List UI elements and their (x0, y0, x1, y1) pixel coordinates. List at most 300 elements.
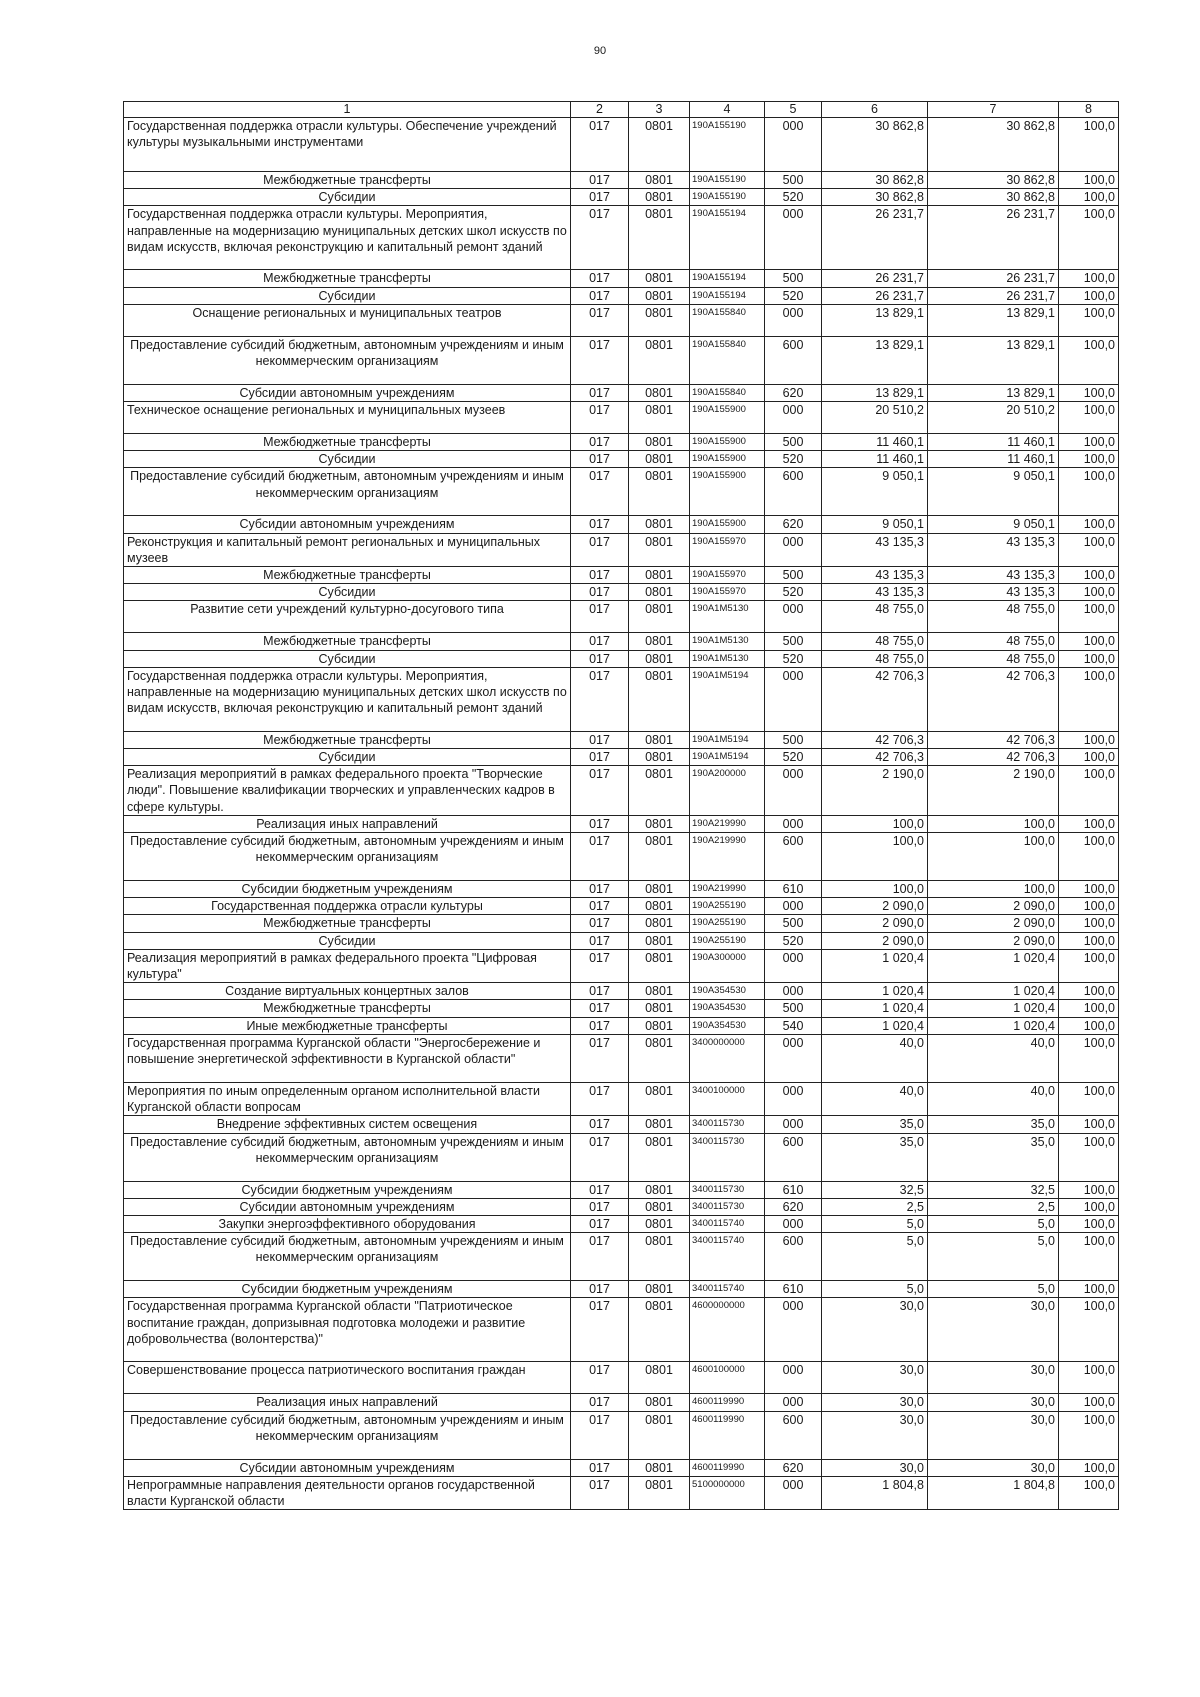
row-section: 0801 (629, 749, 690, 766)
row-name: Оснащение региональных и муниципальных театров (124, 304, 571, 336)
table-row (124, 468, 1119, 516)
row-target-code: 190A1M5130 (690, 601, 765, 633)
row-executed: 2 090,0 (928, 898, 1059, 915)
row-executed: 26 231,7 (928, 287, 1059, 304)
row-name: Предоставление субсидий бюджетным, автономным учреждениям и иным некоммерческим организациям (124, 833, 571, 881)
row-percent: 100,0 (1059, 633, 1119, 650)
row-name: Субсидии (124, 189, 571, 206)
row-name: Закупки энергоэффективного оборудования (124, 1215, 571, 1232)
row-target-code: 3400115730 (690, 1198, 765, 1215)
row-chapter: 017 (571, 881, 629, 898)
row-name: Межбюджетные трансферты (124, 172, 571, 189)
row-planned: 30,0 (822, 1459, 928, 1476)
row-expense-type: 610 (765, 1281, 822, 1298)
row-target-code: 190A155840 (690, 304, 765, 336)
row-expense-type: 500 (765, 915, 822, 932)
row-chapter: 017 (571, 1116, 629, 1133)
row-percent: 100,0 (1059, 915, 1119, 932)
row-chapter: 017 (571, 731, 629, 748)
row-name: Внедрение эффективных систем освещения (124, 1116, 571, 1133)
row-chapter: 017 (571, 1476, 629, 1509)
row-target-code: 190A1M5130 (690, 633, 765, 650)
row-expense-type: 520 (765, 451, 822, 468)
row-chapter: 017 (571, 189, 629, 206)
row-section: 0801 (629, 601, 690, 633)
row-executed: 35,0 (928, 1133, 1059, 1181)
table-row (124, 915, 1119, 932)
row-executed: 5,0 (928, 1215, 1059, 1232)
row-name: Межбюджетные трансферты (124, 434, 571, 451)
row-expense-type: 600 (765, 1233, 822, 1281)
row-expense-type: 620 (765, 1198, 822, 1215)
row-chapter: 017 (571, 1000, 629, 1017)
row-section: 0801 (629, 468, 690, 516)
row-planned: 100,0 (822, 815, 928, 832)
row-expense-type: 000 (765, 118, 822, 172)
table-row (124, 1476, 1119, 1509)
row-expense-type: 500 (765, 434, 822, 451)
row-target-code: 4600119990 (690, 1411, 765, 1459)
row-chapter: 017 (571, 304, 629, 336)
row-expense-type: 000 (765, 1476, 822, 1509)
row-section: 0801 (629, 1394, 690, 1411)
row-percent: 100,0 (1059, 567, 1119, 584)
row-chapter: 017 (571, 434, 629, 451)
row-target-code: 190A300000 (690, 949, 765, 982)
table-row (124, 336, 1119, 384)
row-executed: 2 090,0 (928, 915, 1059, 932)
row-expense-type: 000 (765, 304, 822, 336)
row-planned: 100,0 (822, 833, 928, 881)
row-percent: 100,0 (1059, 434, 1119, 451)
row-target-code: 190A155840 (690, 336, 765, 384)
row-percent: 100,0 (1059, 650, 1119, 667)
row-target-code: 190A200000 (690, 766, 765, 816)
row-percent: 100,0 (1059, 402, 1119, 434)
row-section: 0801 (629, 983, 690, 1000)
table-row (124, 1034, 1119, 1082)
row-executed: 20 510,2 (928, 402, 1059, 434)
row-chapter: 017 (571, 983, 629, 1000)
row-chapter: 017 (571, 384, 629, 401)
row-executed: 9 050,1 (928, 468, 1059, 516)
row-executed: 11 460,1 (928, 451, 1059, 468)
row-section: 0801 (629, 1281, 690, 1298)
row-section: 0801 (629, 766, 690, 816)
table-row (124, 983, 1119, 1000)
row-percent: 100,0 (1059, 1411, 1119, 1459)
row-section: 0801 (629, 1298, 690, 1362)
table-row (124, 1116, 1119, 1133)
row-name: Межбюджетные трансферты (124, 270, 571, 287)
row-target-code: 4600119990 (690, 1394, 765, 1411)
row-expense-type: 620 (765, 516, 822, 533)
row-percent: 100,0 (1059, 1181, 1119, 1198)
table-row (124, 1362, 1119, 1394)
row-planned: 20 510,2 (822, 402, 928, 434)
row-name: Субсидии автономным учреждениям (124, 516, 571, 533)
row-percent: 100,0 (1059, 1000, 1119, 1017)
table-row (124, 1215, 1119, 1232)
row-target-code: 3400100000 (690, 1082, 765, 1115)
row-section: 0801 (629, 633, 690, 650)
table-row (124, 815, 1119, 832)
row-planned: 26 231,7 (822, 206, 928, 270)
row-percent: 100,0 (1059, 118, 1119, 172)
row-target-code: 190A1M5194 (690, 667, 765, 731)
table-row (124, 567, 1119, 584)
row-expense-type: 000 (765, 949, 822, 982)
row-executed: 35,0 (928, 1116, 1059, 1133)
row-expense-type: 620 (765, 1459, 822, 1476)
table-row (124, 650, 1119, 667)
row-percent: 100,0 (1059, 898, 1119, 915)
row-name: Субсидии (124, 287, 571, 304)
header-row (124, 102, 1119, 118)
row-planned: 2 090,0 (822, 915, 928, 932)
row-percent: 100,0 (1059, 1298, 1119, 1362)
row-chapter: 017 (571, 1233, 629, 1281)
row-percent: 100,0 (1059, 1362, 1119, 1394)
row-chapter: 017 (571, 584, 629, 601)
row-percent: 100,0 (1059, 1116, 1119, 1133)
row-expense-type: 000 (765, 815, 822, 832)
table-row (124, 516, 1119, 533)
row-executed: 30,0 (928, 1411, 1059, 1459)
row-executed: 11 460,1 (928, 434, 1059, 451)
row-planned: 5,0 (822, 1215, 928, 1232)
row-expense-type: 000 (765, 601, 822, 633)
row-expense-type: 000 (765, 1298, 822, 1362)
row-target-code: 4600119990 (690, 1459, 765, 1476)
row-name: Государственная поддержка отрасли культуры. Мероприятия, направленные на модернизацию муниципальных детских школ искусств по видам искусств, включая реконструкцию и капитальный ремонт зданий (124, 206, 571, 270)
row-chapter: 017 (571, 1133, 629, 1181)
row-target-code: 190A155970 (690, 584, 765, 601)
table-row (124, 172, 1119, 189)
row-chapter: 017 (571, 1181, 629, 1198)
row-executed: 48 755,0 (928, 650, 1059, 667)
row-target-code: 3400000000 (690, 1034, 765, 1082)
row-section: 0801 (629, 1362, 690, 1394)
row-percent: 100,0 (1059, 932, 1119, 949)
row-planned: 35,0 (822, 1133, 928, 1181)
row-executed: 13 829,1 (928, 304, 1059, 336)
row-name: Субсидии (124, 451, 571, 468)
table-row (124, 749, 1119, 766)
row-target-code: 190A219990 (690, 833, 765, 881)
row-target-code: 3400115740 (690, 1233, 765, 1281)
row-planned: 9 050,1 (822, 468, 928, 516)
table-row (124, 766, 1119, 816)
row-target-code: 3400115740 (690, 1281, 765, 1298)
row-section: 0801 (629, 932, 690, 949)
row-expense-type: 620 (765, 384, 822, 401)
row-expense-type: 000 (765, 1394, 822, 1411)
row-chapter: 017 (571, 949, 629, 982)
row-section: 0801 (629, 434, 690, 451)
row-chapter: 017 (571, 650, 629, 667)
row-planned: 1 804,8 (822, 1476, 928, 1509)
row-target-code: 190A354530 (690, 983, 765, 1000)
row-chapter: 017 (571, 1082, 629, 1115)
row-section: 0801 (629, 1198, 690, 1215)
row-percent: 100,0 (1059, 881, 1119, 898)
row-chapter: 017 (571, 1281, 629, 1298)
row-planned: 11 460,1 (822, 434, 928, 451)
row-planned: 5,0 (822, 1233, 928, 1281)
row-percent: 100,0 (1059, 304, 1119, 336)
row-expense-type: 500 (765, 567, 822, 584)
row-name: Государственная поддержка отрасли культуры. Мероприятия, направленные на модернизацию муниципальных детских школ искусств по видам искусств, включая реконструкцию и капитальный ремонт зданий (124, 667, 571, 731)
row-executed: 5,0 (928, 1281, 1059, 1298)
table-row (124, 633, 1119, 650)
row-expense-type: 610 (765, 1181, 822, 1198)
row-section: 0801 (629, 270, 690, 287)
table-row (124, 206, 1119, 270)
row-chapter: 017 (571, 1198, 629, 1215)
row-target-code: 190A155900 (690, 402, 765, 434)
row-chapter: 017 (571, 567, 629, 584)
table-row (124, 881, 1119, 898)
row-name: Государственная программа Курганской области "Энергосбережение и повышение энергетической эффективности в Курганской области" (124, 1034, 571, 1082)
row-percent: 100,0 (1059, 749, 1119, 766)
row-percent: 100,0 (1059, 1476, 1119, 1509)
page-number: 90 (593, 45, 607, 57)
row-percent: 100,0 (1059, 1281, 1119, 1298)
row-percent: 100,0 (1059, 189, 1119, 206)
row-percent: 100,0 (1059, 533, 1119, 566)
row-chapter: 017 (571, 1017, 629, 1034)
table-row (124, 1000, 1119, 1017)
table-row (124, 451, 1119, 468)
table-row (124, 898, 1119, 915)
row-executed: 48 755,0 (928, 633, 1059, 650)
table-row (124, 1459, 1119, 1476)
row-name: Субсидии (124, 584, 571, 601)
row-section: 0801 (629, 384, 690, 401)
header-cell-2: 2 (571, 102, 629, 118)
row-expense-type: 500 (765, 633, 822, 650)
row-executed: 30,0 (928, 1298, 1059, 1362)
row-section: 0801 (629, 1476, 690, 1509)
row-expense-type: 600 (765, 1133, 822, 1181)
row-percent: 100,0 (1059, 1215, 1119, 1232)
row-executed: 13 829,1 (928, 336, 1059, 384)
row-planned: 2 090,0 (822, 898, 928, 915)
row-name: Реализация иных направлений (124, 1394, 571, 1411)
row-name: Предоставление субсидий бюджетным, автономным учреждениям и иным некоммерческим организациям (124, 468, 571, 516)
row-target-code: 3400115730 (690, 1133, 765, 1181)
row-percent: 100,0 (1059, 1233, 1119, 1281)
row-section: 0801 (629, 1034, 690, 1082)
row-target-code: 190A155970 (690, 567, 765, 584)
row-name: Субсидии (124, 932, 571, 949)
row-section: 0801 (629, 402, 690, 434)
row-target-code: 190A1M5194 (690, 749, 765, 766)
row-chapter: 017 (571, 1034, 629, 1082)
row-percent: 100,0 (1059, 601, 1119, 633)
row-expense-type: 520 (765, 287, 822, 304)
row-executed: 2 090,0 (928, 932, 1059, 949)
row-percent: 100,0 (1059, 468, 1119, 516)
row-target-code: 190A155190 (690, 172, 765, 189)
row-target-code: 3400115740 (690, 1215, 765, 1232)
row-planned: 42 706,3 (822, 667, 928, 731)
row-target-code: 190A1M5194 (690, 731, 765, 748)
table-row (124, 1298, 1119, 1362)
row-planned: 30,0 (822, 1411, 928, 1459)
row-name: Иные межбюджетные трансферты (124, 1017, 571, 1034)
table-row (124, 402, 1119, 434)
row-percent: 100,0 (1059, 172, 1119, 189)
row-section: 0801 (629, 1000, 690, 1017)
row-percent: 100,0 (1059, 1082, 1119, 1115)
row-percent: 100,0 (1059, 206, 1119, 270)
row-executed: 1 020,4 (928, 1000, 1059, 1017)
table-row (124, 118, 1119, 172)
row-name: Предоставление субсидий бюджетным, автономным учреждениям и иным некоммерческим организациям (124, 1133, 571, 1181)
header-cell-3: 3 (629, 102, 690, 118)
row-executed: 30,0 (928, 1394, 1059, 1411)
budget-table (123, 101, 1119, 1510)
row-name: Развитие сети учреждений культурно-досугового типа (124, 601, 571, 633)
table-row (124, 1133, 1119, 1181)
row-planned: 42 706,3 (822, 731, 928, 748)
row-name: Субсидии бюджетным учреждениям (124, 1281, 571, 1298)
row-name: Создание виртуальных концертных залов (124, 983, 571, 1000)
row-section: 0801 (629, 206, 690, 270)
row-name: Субсидии бюджетным учреждениям (124, 1181, 571, 1198)
row-expense-type: 520 (765, 749, 822, 766)
row-executed: 1 804,8 (928, 1476, 1059, 1509)
row-chapter: 017 (571, 402, 629, 434)
row-target-code: 190A354530 (690, 1000, 765, 1017)
row-executed: 48 755,0 (928, 601, 1059, 633)
row-name: Межбюджетные трансферты (124, 1000, 571, 1017)
row-target-code: 190A354530 (690, 1017, 765, 1034)
row-section: 0801 (629, 833, 690, 881)
row-target-code: 190A255190 (690, 898, 765, 915)
row-chapter: 017 (571, 533, 629, 566)
table-row (124, 270, 1119, 287)
row-planned: 2 190,0 (822, 766, 928, 816)
row-section: 0801 (629, 516, 690, 533)
row-executed: 26 231,7 (928, 206, 1059, 270)
row-executed: 100,0 (928, 881, 1059, 898)
row-name: Предоставление субсидий бюджетным, автономным учреждениям и иным некоммерческим организациям (124, 1411, 571, 1459)
row-name: Мероприятия по иным определенным органом исполнительной власти Курганской области вопросам (124, 1082, 571, 1115)
row-percent: 100,0 (1059, 1198, 1119, 1215)
row-expense-type: 000 (765, 1116, 822, 1133)
row-name: Реализация мероприятий в рамках федерального проекта "Творческие люди". Повышение квалификации творческих и управленческих кадров в сфере культуры. (124, 766, 571, 816)
table-row (124, 384, 1119, 401)
row-planned: 1 020,4 (822, 1000, 928, 1017)
row-chapter: 017 (571, 1215, 629, 1232)
row-expense-type: 610 (765, 881, 822, 898)
row-executed: 30 862,8 (928, 118, 1059, 172)
row-target-code: 190A255190 (690, 915, 765, 932)
row-target-code: 190A155900 (690, 451, 765, 468)
table-row (124, 189, 1119, 206)
row-target-code: 4600100000 (690, 1362, 765, 1394)
row-expense-type: 540 (765, 1017, 822, 1034)
row-section: 0801 (629, 881, 690, 898)
row-percent: 100,0 (1059, 815, 1119, 832)
row-section: 0801 (629, 949, 690, 982)
table-row (124, 584, 1119, 601)
row-percent: 100,0 (1059, 1459, 1119, 1476)
row-chapter: 017 (571, 766, 629, 816)
row-percent: 100,0 (1059, 1394, 1119, 1411)
table-row (124, 731, 1119, 748)
row-planned: 42 706,3 (822, 749, 928, 766)
row-executed: 40,0 (928, 1034, 1059, 1082)
row-name: Государственная поддержка отрасли культуры. Обеспечение учреждений культуры музыкальными инструментами (124, 118, 571, 172)
row-planned: 30 862,8 (822, 172, 928, 189)
row-name: Субсидии (124, 650, 571, 667)
row-executed: 43 135,3 (928, 567, 1059, 584)
row-percent: 100,0 (1059, 667, 1119, 731)
row-executed: 100,0 (928, 815, 1059, 832)
row-chapter: 017 (571, 898, 629, 915)
row-chapter: 017 (571, 270, 629, 287)
row-planned: 40,0 (822, 1082, 928, 1115)
row-section: 0801 (629, 898, 690, 915)
row-planned: 13 829,1 (822, 304, 928, 336)
row-percent: 100,0 (1059, 766, 1119, 816)
row-target-code: 190A255190 (690, 932, 765, 949)
table-row (124, 833, 1119, 881)
table-header (124, 102, 1119, 118)
header-cell-6: 6 (822, 102, 928, 118)
row-executed: 2,5 (928, 1198, 1059, 1215)
table-row (124, 932, 1119, 949)
row-target-code: 5100000000 (690, 1476, 765, 1509)
row-expense-type: 000 (765, 898, 822, 915)
row-executed: 42 706,3 (928, 731, 1059, 748)
row-target-code: 190A155900 (690, 468, 765, 516)
row-percent: 100,0 (1059, 1017, 1119, 1034)
row-chapter: 017 (571, 1394, 629, 1411)
row-section: 0801 (629, 451, 690, 468)
row-executed: 42 706,3 (928, 667, 1059, 731)
row-expense-type: 500 (765, 1000, 822, 1017)
row-section: 0801 (629, 650, 690, 667)
row-expense-type: 000 (765, 1034, 822, 1082)
row-section: 0801 (629, 915, 690, 932)
row-name: Совершенствование процесса патриотического воспитания граждан (124, 1362, 571, 1394)
row-planned: 5,0 (822, 1281, 928, 1298)
row-executed: 13 829,1 (928, 384, 1059, 401)
header-cell-7: 7 (928, 102, 1059, 118)
row-section: 0801 (629, 172, 690, 189)
row-target-code: 190A219990 (690, 881, 765, 898)
row-name: Субсидии автономным учреждениям (124, 1198, 571, 1215)
row-executed: 9 050,1 (928, 516, 1059, 533)
row-expense-type: 000 (765, 1362, 822, 1394)
row-target-code: 190A219990 (690, 815, 765, 832)
row-percent: 100,0 (1059, 731, 1119, 748)
row-expense-type: 600 (765, 468, 822, 516)
row-target-code: 3400115730 (690, 1116, 765, 1133)
row-name: Субсидии автономным учреждениям (124, 1459, 571, 1476)
row-percent: 100,0 (1059, 833, 1119, 881)
row-section: 0801 (629, 1116, 690, 1133)
row-target-code: 190A1M5130 (690, 650, 765, 667)
row-target-code: 190A155194 (690, 270, 765, 287)
row-expense-type: 520 (765, 584, 822, 601)
table-row (124, 1082, 1119, 1115)
